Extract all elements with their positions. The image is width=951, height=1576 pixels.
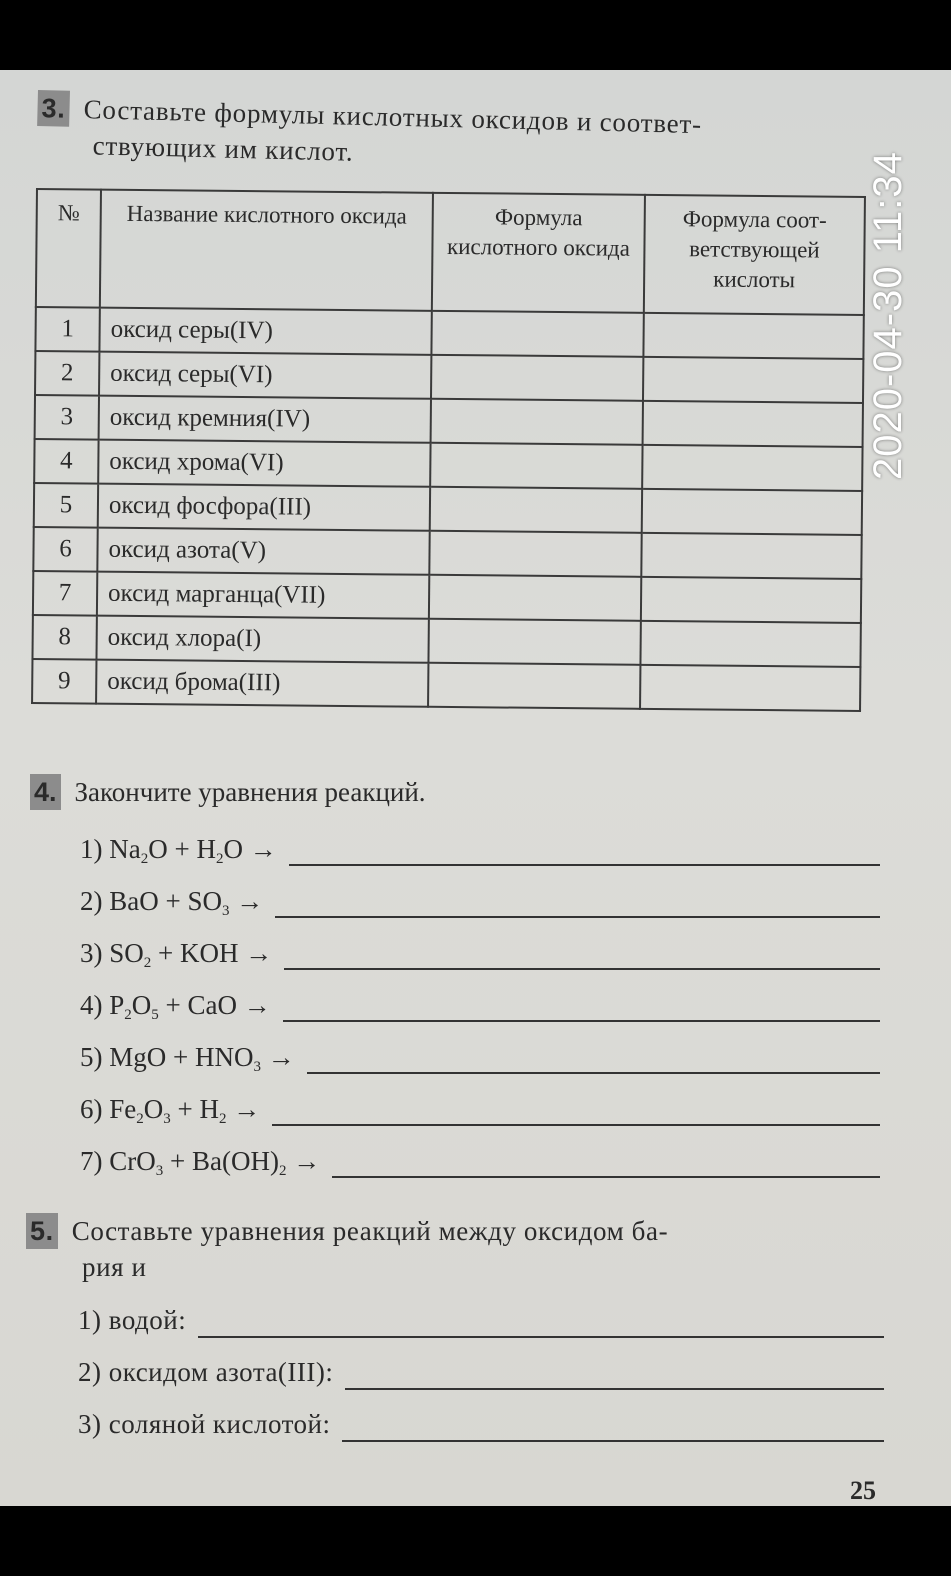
table-row [35,307,863,359]
acid-formula-cell[interactable] [641,533,861,579]
row-number-cell: 5 [34,483,98,528]
equation-label: 5) [80,1042,103,1072]
oxide-formula-cell[interactable] [428,663,640,709]
task-5-title [26,1213,886,1285]
oxide-formula-cell[interactable] [431,399,643,445]
oxide-name-cell: оксид хрома(VI) [98,440,430,487]
task-4-title [30,774,880,810]
equation-text [80,882,263,930]
answer-blank-line[interactable] [307,1072,880,1074]
equation-item [80,1090,880,1142]
answer-blank-line[interactable] [332,1176,880,1178]
equation-label: 4) [80,990,103,1020]
answer-blank-line[interactable] [198,1336,884,1338]
oxide-name-cell: оксид серы(IV) [99,308,431,355]
header-number: № [36,189,101,308]
answer-prompt-text: соляной кислотой: [108,1409,331,1439]
equation-label: 7) [80,1146,103,1176]
task-3-number: 3. [37,90,70,127]
acid-formula-cell[interactable] [640,621,860,667]
answer-blank-line[interactable] [342,1440,884,1442]
task-5-number: 5. [26,1213,58,1249]
equation-formula: BaO + $SO_3$ → [102,886,264,919]
row-number-cell: 7 [33,571,97,616]
oxide-formula-cell[interactable] [431,311,643,357]
answer-list [78,1302,884,1458]
answer-prompt [78,1409,330,1439]
oxide-name-cell: оксид хлора(I) [96,616,428,663]
equation-item [80,934,880,986]
header-oxide-formula: Формула кислотного оксида [432,193,645,313]
oxide-name-cell: оксид брома(III) [96,660,428,707]
table-header-row [36,189,865,315]
oxide-formula-cell[interactable] [430,487,642,533]
acid-formula-cell[interactable] [643,357,863,403]
answer-blank-line[interactable] [272,1124,880,1126]
task-3-title [36,90,868,182]
table-row [34,439,862,491]
answer-blank-line[interactable] [345,1388,884,1390]
equation-label: 6) [80,1094,103,1124]
header-oxide-name: Название кислотного оксида [100,190,433,311]
acid-formula-cell[interactable] [642,445,862,491]
photo-timestamp: 2020-04-30 11:34 [866,151,910,480]
oxide-name-cell: оксид марганца(VII) [97,572,429,619]
row-number-cell: 6 [33,527,97,572]
equation-item [80,830,880,882]
oxide-formula-cell[interactable] [429,531,641,577]
equation-item [80,882,880,934]
answer-prompt-text: водой: [108,1305,187,1335]
answer-item [78,1354,884,1406]
acid-formula-cell[interactable] [641,577,861,623]
answer-blank-line[interactable] [289,864,880,866]
equation-text [80,1090,260,1138]
task-5-title-line1: Составьте уравнения реакций между оксидом ба- [71,1216,669,1246]
equation-item [80,986,880,1038]
acid-formula-cell[interactable] [642,489,862,535]
equation-text [80,934,272,982]
row-number-cell: 8 [32,615,96,660]
oxide-name-cell: оксид кремния(IV) [99,396,431,443]
oxides-table [31,188,866,712]
oxide-formula-cell[interactable] [430,443,642,489]
answer-prompt [78,1357,333,1387]
task-3-title-line2: ствующих им кислот. [92,130,354,167]
page-number: 25 [850,1476,876,1505]
answer-label: 3) [78,1409,102,1439]
row-number-cell: 9 [32,659,96,704]
table-row [33,527,861,579]
oxide-name-cell: оксид азота(V) [97,528,429,575]
answer-item [78,1302,884,1354]
equation-list [80,830,880,1194]
answer-label: 1) [78,1305,102,1335]
equation-text [80,1038,295,1086]
table-row [33,571,861,623]
row-number-cell: 3 [35,395,99,440]
answer-prompt-text: оксидом азота(III): [108,1357,334,1387]
table-row [35,395,863,447]
equation-label: 2) [80,886,103,916]
answer-blank-line[interactable] [275,916,880,918]
oxide-name-cell: оксид серы(VI) [99,352,431,399]
answer-blank-line[interactable] [283,1020,880,1022]
equation-formula: $SO_2$ + KOH → [102,938,273,971]
row-number-cell: 4 [34,439,98,484]
task-4-title-text: Закончите уравнения реакций. [74,777,426,807]
table-row [35,351,863,403]
answer-item [78,1406,884,1458]
table-row [32,659,860,711]
equation-text [80,986,271,1034]
acid-formula-cell[interactable] [640,665,860,711]
equation-formula: $Fe_2O_3 + H_2$ → [102,1094,261,1127]
equation-formula: $CrO_3 + Ba(OH)_2$ → [102,1146,321,1179]
equation-item [80,1142,880,1194]
answer-blank-line[interactable] [284,968,880,970]
equation-label: 1) [80,834,103,864]
oxide-formula-cell[interactable] [428,619,640,665]
table-row [34,483,862,535]
equation-formula: MgO + $HNO_3$ → [102,1042,295,1075]
task-5-title-line2: рия и [82,1252,147,1282]
acid-formula-cell[interactable] [643,313,863,359]
oxide-formula-cell[interactable] [431,355,643,401]
equation-formula: $P_2O_5$ + CaO → [102,990,271,1023]
oxide-name-cell: оксид фосфора(III) [98,484,430,531]
equation-text [80,830,277,878]
header-acid-formula: Формула соот-ветствующей кислоты [644,195,865,315]
table-row [32,615,860,667]
answer-prompt [78,1305,186,1335]
equation-label: 3) [80,938,103,968]
acid-formula-cell[interactable] [643,401,863,447]
answer-label: 2) [78,1357,102,1387]
task-3-title-line1: Составьте формулы кислотных оксидов и соответ- [83,94,703,140]
workbook-page [0,70,951,1506]
equation-text [80,1142,320,1190]
oxide-formula-cell[interactable] [429,575,641,621]
task-4-number: 4. [30,774,61,810]
row-number-cell: 1 [35,307,99,352]
equation-item [80,1038,880,1090]
equation-formula: $Na_2O + H_2O$ → [102,834,277,867]
row-number-cell: 2 [35,351,99,396]
